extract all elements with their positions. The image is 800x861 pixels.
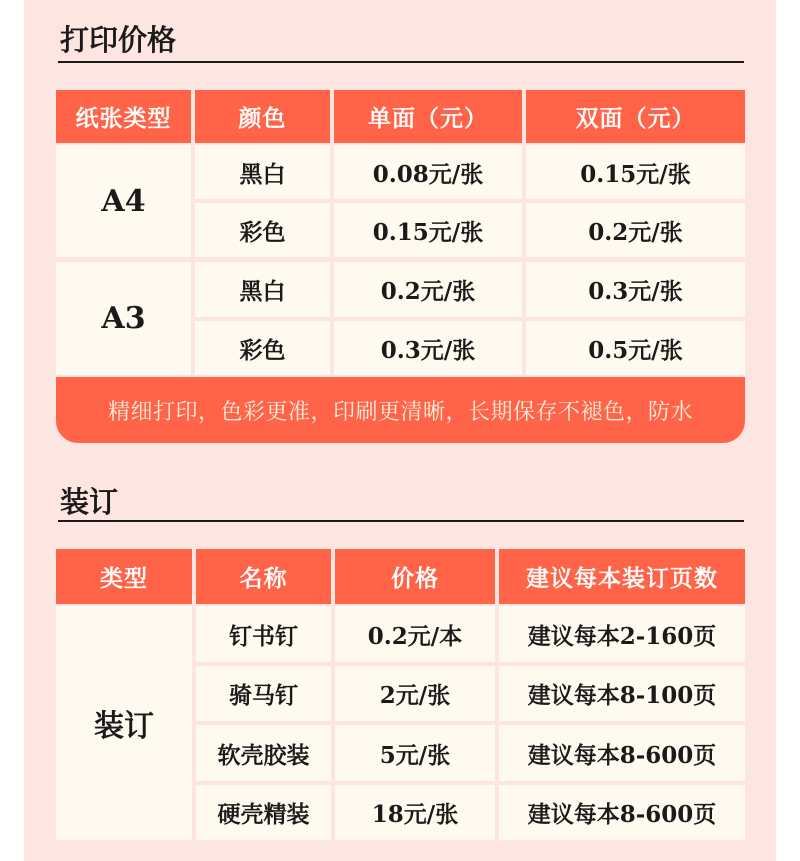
- print-header-color: 颜色: [195, 90, 330, 143]
- table-cell: 18元/张: [335, 785, 495, 840]
- binding-type-cell: 装订: [56, 606, 192, 840]
- print-section-title: 打印价格: [60, 23, 177, 57]
- table-cell: 0.3元/张: [334, 321, 522, 375]
- table-cell: 黑白: [195, 262, 330, 317]
- paper-type-a3: A3: [56, 262, 191, 375]
- table-cell: 0.2元/张: [334, 262, 522, 317]
- table-cell: 0.3元/张: [526, 262, 745, 317]
- binding-header-price: 价格: [335, 549, 495, 604]
- table-cell: 软壳胶装: [196, 725, 331, 781]
- table-cell: 彩色: [195, 203, 330, 257]
- table-cell: 建议每本8-600页: [499, 785, 745, 840]
- print-footer-note: 精细打印，色彩更准，印刷更清晰，长期保存不褪色，防水: [56, 377, 745, 443]
- table-cell: 5元/张: [335, 725, 495, 781]
- table-cell: 0.2元/张: [526, 203, 745, 257]
- table-cell: 彩色: [195, 321, 330, 375]
- table-cell: 建议每本8-600页: [499, 725, 745, 781]
- print-header-single: 单面（元）: [334, 90, 522, 143]
- table-cell: 0.15元/张: [334, 203, 522, 257]
- print-section-divider: [58, 61, 744, 63]
- paper-type-a4: A4: [56, 145, 191, 257]
- binding-header-name: 名称: [196, 549, 331, 604]
- table-cell: 硬壳精装: [196, 785, 331, 840]
- binding-header-type: 类型: [56, 549, 192, 604]
- table-cell: 0.15元/张: [526, 145, 745, 199]
- binding-header-pages: 建议每本装订页数: [499, 549, 745, 604]
- table-cell: 0.08元/张: [334, 145, 522, 199]
- table-cell: 建议每本2-160页: [499, 606, 745, 662]
- print-header-paper-type: 纸张类型: [56, 90, 191, 143]
- table-cell: 建议每本8-100页: [499, 666, 745, 721]
- binding-section-divider: [58, 520, 744, 522]
- binding-section-title: 装订: [60, 485, 119, 519]
- table-cell: 0.5元/张: [526, 321, 745, 375]
- print-header-double: 双面（元）: [526, 90, 745, 143]
- table-cell: 0.2元/本: [335, 606, 495, 662]
- table-cell: 黑白: [195, 145, 330, 199]
- table-cell: 钉书钉: [196, 606, 331, 662]
- table-cell: 2元/张: [335, 666, 495, 721]
- table-cell: 骑马钉: [196, 666, 331, 721]
